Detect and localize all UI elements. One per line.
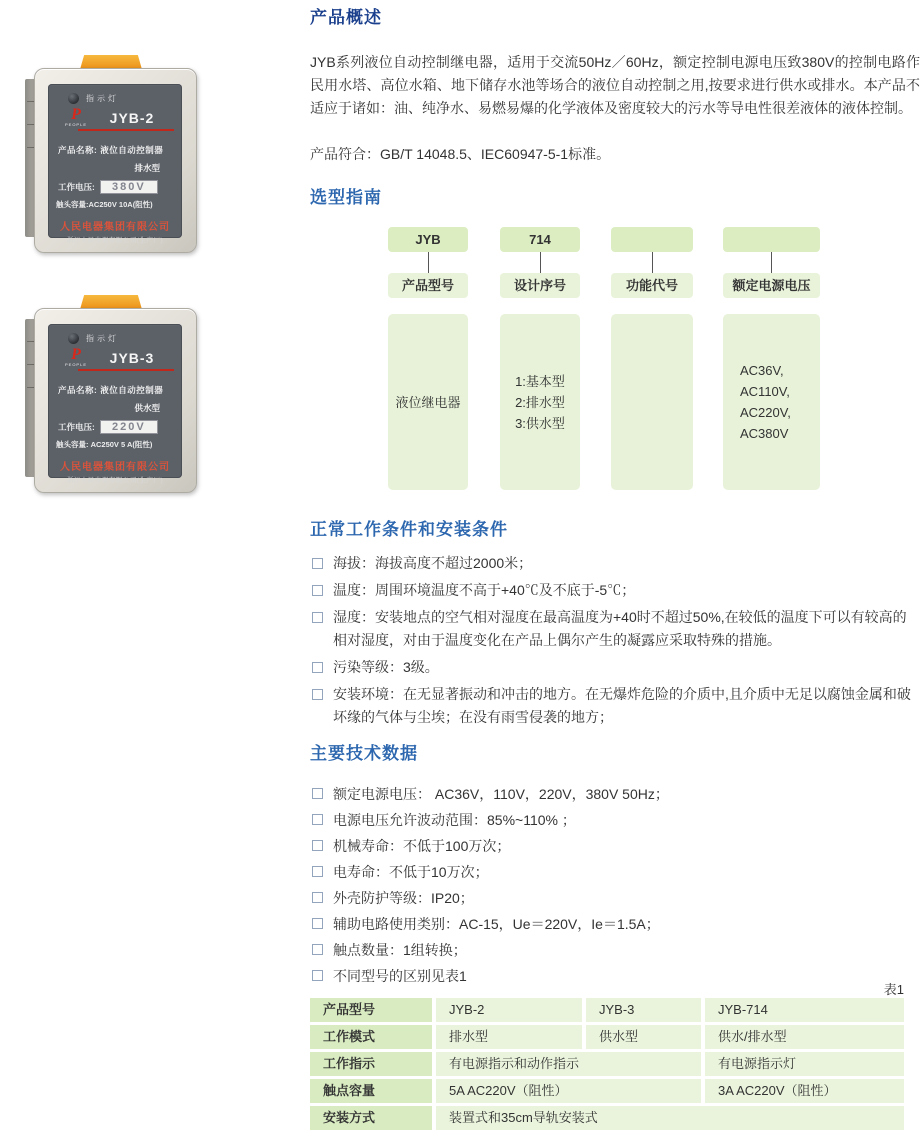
brand-logo-icon: P PEOPLE xyxy=(64,106,87,127)
selection-column xyxy=(611,227,693,490)
contact-capacity-line: 触头容量:AC250V 10A(阻性) xyxy=(56,200,153,209)
bullet-item xyxy=(310,606,920,652)
factory-name: 浙江人民电器有限公司(生产厂) xyxy=(66,477,164,484)
bullet-text: 机械寿命：不低于100万次； xyxy=(333,838,511,854)
table-cell: 有电源指示和动作指示 xyxy=(436,1052,701,1076)
overview-heading: 产品概述 xyxy=(310,8,382,27)
bullet-item xyxy=(310,836,920,856)
selection-column xyxy=(388,227,468,490)
table-row-label: 工作模式 xyxy=(310,1025,432,1049)
code-box xyxy=(723,227,820,252)
bullet-item xyxy=(310,914,920,934)
code-box: JYB xyxy=(388,227,468,252)
tech-heading: 主要技术数据 xyxy=(310,744,418,763)
selection-heading: 选型指南 xyxy=(310,188,382,207)
selection-column xyxy=(500,227,580,490)
bullet-item xyxy=(310,888,920,908)
table-cell: 有电源指示灯 xyxy=(705,1052,904,1076)
bullet-text: 湿度：安装地点的空气相对湿度在最高温度为+40时不超过50%,在较低的温度下可以有较高的相对湿度，对由于温度变化在产品上偶尔产生的凝露应采取特殊的措施。 xyxy=(333,609,907,648)
table-cell: 装置式和35cm导轨安装式 xyxy=(436,1106,904,1130)
detail-box: AC36V, AC110V, AC220V, AC380V xyxy=(723,314,820,490)
checkbox-bullet-icon xyxy=(312,866,323,877)
table-row-label: 安装方式 xyxy=(310,1106,432,1130)
device-body xyxy=(34,308,197,493)
code-label-box: 产品型号 xyxy=(388,273,468,298)
bullet-item xyxy=(310,862,920,882)
checkbox-bullet-icon xyxy=(312,558,323,569)
code-label-box: 额定电源电压 xyxy=(723,273,820,298)
bullet-item xyxy=(310,579,920,602)
bullet-text: 外壳防护等级：IP20； xyxy=(333,890,474,906)
panel-divider xyxy=(78,129,174,131)
bullet-text: 额定电源电压： AC36V，110V，220V，380V 50Hz； xyxy=(333,786,669,802)
indicator-label: 指示灯 xyxy=(86,334,119,343)
selection-diagram xyxy=(310,227,920,491)
bullet-text: 电寿命：不低于10万次； xyxy=(333,864,489,880)
factory-name: 浙江人民电器有限公司(生产厂) xyxy=(66,237,164,244)
voltage-label: 工作电压: xyxy=(58,422,95,432)
bullet-text: 海拔：海拔高度不超过2000米； xyxy=(333,555,533,571)
conditions-heading: 正常工作条件和安装条件 xyxy=(310,520,508,539)
code-box xyxy=(611,227,693,252)
indicator-led-icon xyxy=(68,333,79,344)
voltage-value: 220V xyxy=(100,420,158,434)
bullet-text: 触点数量：1组转换； xyxy=(333,942,467,958)
bullet-item xyxy=(310,683,920,729)
table-row-label: 工作指示 xyxy=(310,1052,432,1076)
overview-standards: 产品符合：GB/T 14048.5、IEC60947-5-1标准。 xyxy=(310,146,611,162)
model-number: JYB-2 xyxy=(109,110,155,126)
checkbox-bullet-icon xyxy=(312,840,323,851)
checkbox-bullet-icon xyxy=(312,612,323,623)
bullet-item xyxy=(310,656,920,679)
code-label-box: 功能代号 xyxy=(611,273,693,298)
connector-line xyxy=(723,252,820,273)
tech-list xyxy=(310,784,920,992)
detail-box xyxy=(611,314,693,490)
indicator-label: 指示灯 xyxy=(86,94,119,103)
product-type-line: 供水型 xyxy=(134,403,160,413)
brand-logo-icon: P PEOPLE xyxy=(64,346,87,367)
voltage-value: 380V xyxy=(100,180,158,194)
spec-table xyxy=(310,998,904,1130)
bullet-item xyxy=(310,784,920,804)
company-name: 人民电器集团有限公司 xyxy=(60,222,170,233)
bullet-text: 污染等级：3级。 xyxy=(333,659,439,675)
panel-divider xyxy=(78,369,174,371)
product-type-line: 排水型 xyxy=(134,163,160,173)
product-photo-jyb-2 xyxy=(25,55,197,253)
table-cell: JYB-2 xyxy=(436,998,582,1022)
table-row-label: 产品型号 xyxy=(310,998,432,1022)
bullet-item xyxy=(310,940,920,960)
contact-capacity-line: 触头容量: AC250V 5 A(阻性) xyxy=(56,440,153,449)
table-cell: JYB-3 xyxy=(586,998,701,1022)
code-box: 714 xyxy=(500,227,580,252)
bullet-item xyxy=(310,810,920,830)
bullet-item xyxy=(310,552,920,575)
connector-line xyxy=(611,252,693,273)
voltage-label: 工作电压: xyxy=(58,182,95,192)
bullet-text: 不同型号的区别见表1 xyxy=(333,968,467,984)
selection-column xyxy=(723,227,820,490)
table-cell: 供水型 xyxy=(586,1025,701,1049)
product-name-line: 产品名称: 液位自动控制器 xyxy=(58,145,164,155)
checkbox-bullet-icon xyxy=(312,892,323,903)
code-label-box: 设计序号 xyxy=(500,273,580,298)
table-cell: 5A AC220V（阻性） xyxy=(436,1079,701,1103)
checkbox-bullet-icon xyxy=(312,585,323,596)
model-number: JYB-3 xyxy=(109,350,155,366)
bullet-text: 安装环境：在无显著振动和冲击的地方。在无爆炸危险的介质中,且介质中无足以腐蚀金属和破坏缘的气体与尘埃；在没有雨雪侵袭的地方； xyxy=(333,686,911,725)
checkbox-bullet-icon xyxy=(312,788,323,799)
bullet-text: 辅助电路使用类别：AC-15，Ue＝220V，Ie＝1.5A； xyxy=(333,916,660,932)
table-cell: 3A AC220V（阻性） xyxy=(705,1079,904,1103)
connector-line xyxy=(388,252,468,273)
checkbox-bullet-icon xyxy=(312,689,323,700)
content-column xyxy=(310,3,920,1133)
device-body xyxy=(34,68,197,253)
detail-box: 液位继电器 xyxy=(388,314,468,490)
table-row-label: 触点容量 xyxy=(310,1079,432,1103)
product-name-line: 产品名称: 液位自动控制器 xyxy=(58,385,164,395)
connector-line xyxy=(500,252,580,273)
checkbox-bullet-icon xyxy=(312,918,323,929)
detail-box: 1:基本型 2:排水型 3:供水型 xyxy=(500,314,580,490)
bullet-text: 温度：周围环境温度不高于+40℃及不底于-5℃； xyxy=(333,582,636,598)
bullet-text: 电源电压允许波动范围：85%~110% ； xyxy=(333,812,576,828)
table-cell: 供水/排水型 xyxy=(705,1025,904,1049)
product-photo-jyb-3 xyxy=(25,295,197,493)
overview-paragraph: JYB系列液位自动控制继电器，适用于交流50Hz／60Hz，额定控制电源电压致380V的控制电路作民用水塔、高位水箱、地下储存水池等场合的液位自动控制之用,按要求进行供水或排水。本产品不适应于诸如：油、纯净水、易燃易爆的化学液体及密度较大的污水等导电性很差液体的液体控制。 xyxy=(310,54,920,116)
table-cell: 排水型 xyxy=(436,1025,582,1049)
device-label-panel xyxy=(48,84,182,244)
device-label-panel xyxy=(48,324,182,484)
table-cell: JYB-714 xyxy=(705,998,904,1022)
checkbox-bullet-icon xyxy=(312,662,323,673)
checkbox-bullet-icon xyxy=(312,944,323,955)
indicator-led-icon xyxy=(68,93,79,104)
checkbox-bullet-icon xyxy=(312,814,323,825)
table-caption: 表1 xyxy=(883,982,904,997)
conditions-list xyxy=(310,552,920,733)
company-name: 人民电器集团有限公司 xyxy=(60,462,170,473)
